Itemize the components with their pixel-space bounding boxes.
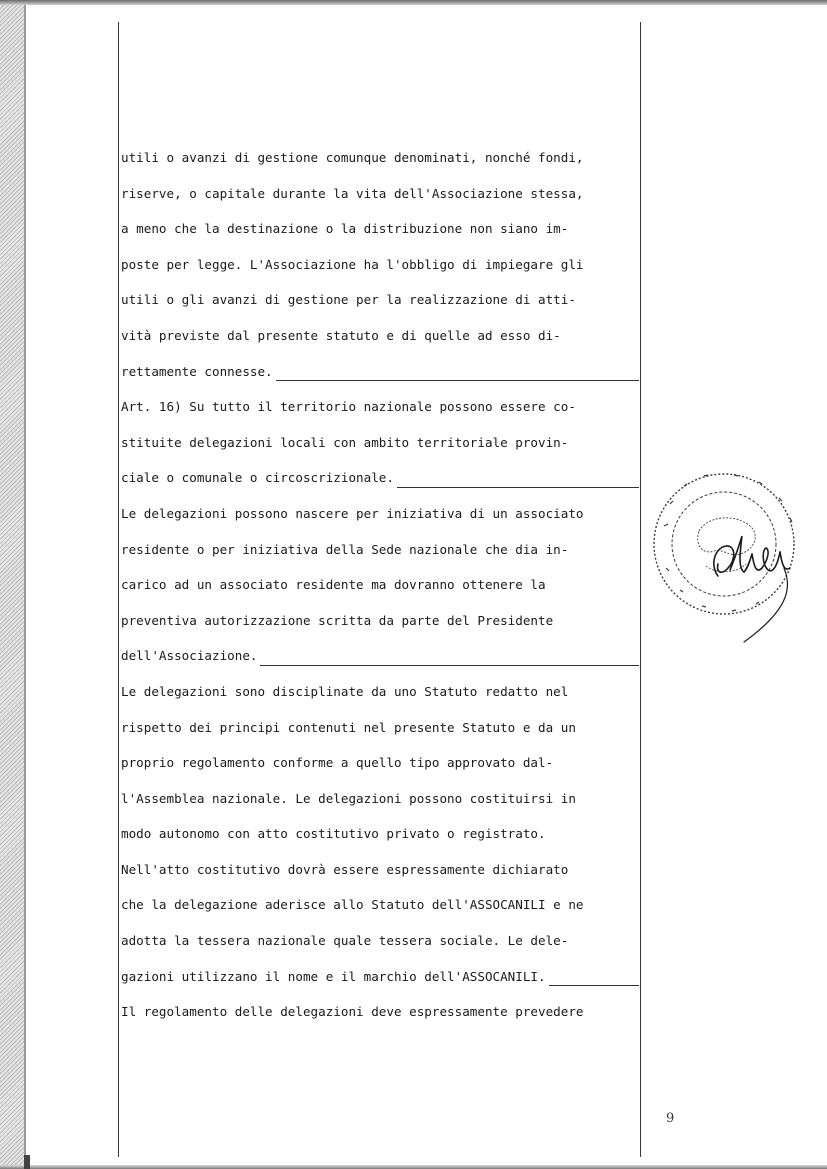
text-line: riserve, o capitale durante la vita dell'Associazione stessa, [121, 185, 584, 201]
text-line: utili o gli avanzi di gestione per la realizzazione di atti- [121, 292, 576, 308]
text-line: Le delegazioni possono nascere per iniziativa di un associato [121, 505, 584, 521]
fill-rule [260, 665, 639, 666]
page-top-edge [0, 0, 827, 5]
text-line: utili o avanzi di gestione comunque denominati, nonché fondi, [121, 150, 584, 165]
official-stamp-with-signature [644, 456, 826, 646]
text-line: carico ad un associato residente ma dovranno ottenere la [121, 577, 546, 593]
text-line: che la delegazione aderisce allo Statuto dell'ASSOCANILI e ne [121, 897, 584, 913]
text-line: gazioni utilizzano il nome e il marchio dell'ASSOCANILI. [121, 959, 639, 995]
text-line: Nell'atto costitutivo dovrà essere espressamente dichiarato [121, 861, 569, 877]
binding-edge-line [24, 0, 26, 1169]
text-line: rispetto dei principi contenuti nel presente Statuto e da un [121, 719, 576, 735]
text-line: proprio regolamento conforme a quello tipo approvato dal- [121, 755, 554, 771]
text-line: Il regolamento delle delegazioni deve espressamente prevedere [121, 1004, 584, 1020]
right-margin-rule [640, 22, 641, 1157]
fill-rule [549, 985, 639, 986]
scan-corner-mark [24, 1155, 30, 1169]
text-line: residente o per iniziativa della Sede nazionale che dia in- [121, 541, 569, 557]
text-line: adotta la tessera nazionale quale tessera sociale. Le dele- [121, 933, 569, 949]
text-line: vità previste dal presente statuto e di quelle ad esso di- [121, 327, 561, 343]
text-line: ciale o comunale o circoscrizionale. [121, 460, 639, 496]
fill-rule [397, 487, 639, 488]
text-line: poste per legge. L'Associazione ha l'obbligo di impiegare gli [121, 256, 584, 272]
page-number: 9 [666, 1111, 675, 1126]
text-line: dell'Associazione. [121, 638, 639, 674]
text-line: l'Assemblea nazionale. Le delegazioni possono costituirsi in [121, 790, 576, 806]
text-line: a meno che la destinazione o la distribuzione non siano im- [121, 221, 569, 237]
text-line: modo autonomo con atto costitutivo privato o registrato. [121, 826, 546, 842]
text-line: preventiva autorizzazione scritta da parte del Presidente [121, 612, 554, 628]
text-line: rettamente connesse. [121, 354, 639, 390]
stamp-seal [654, 474, 794, 614]
text-line: Le delegazioni sono disciplinate da uno Statuto redatto nel [121, 683, 569, 699]
page-bottom-edge [0, 1165, 827, 1169]
binding-edge-shadow [0, 0, 24, 1169]
fill-rule [276, 380, 639, 381]
left-margin-rule [118, 22, 119, 1157]
document-body [121, 140, 639, 1030]
text-line: Art. 16) Su tutto il territorio nazionale possono essere co- [121, 399, 576, 415]
text-line: stituite delegazioni locali con ambito territoriale provin- [121, 434, 569, 450]
